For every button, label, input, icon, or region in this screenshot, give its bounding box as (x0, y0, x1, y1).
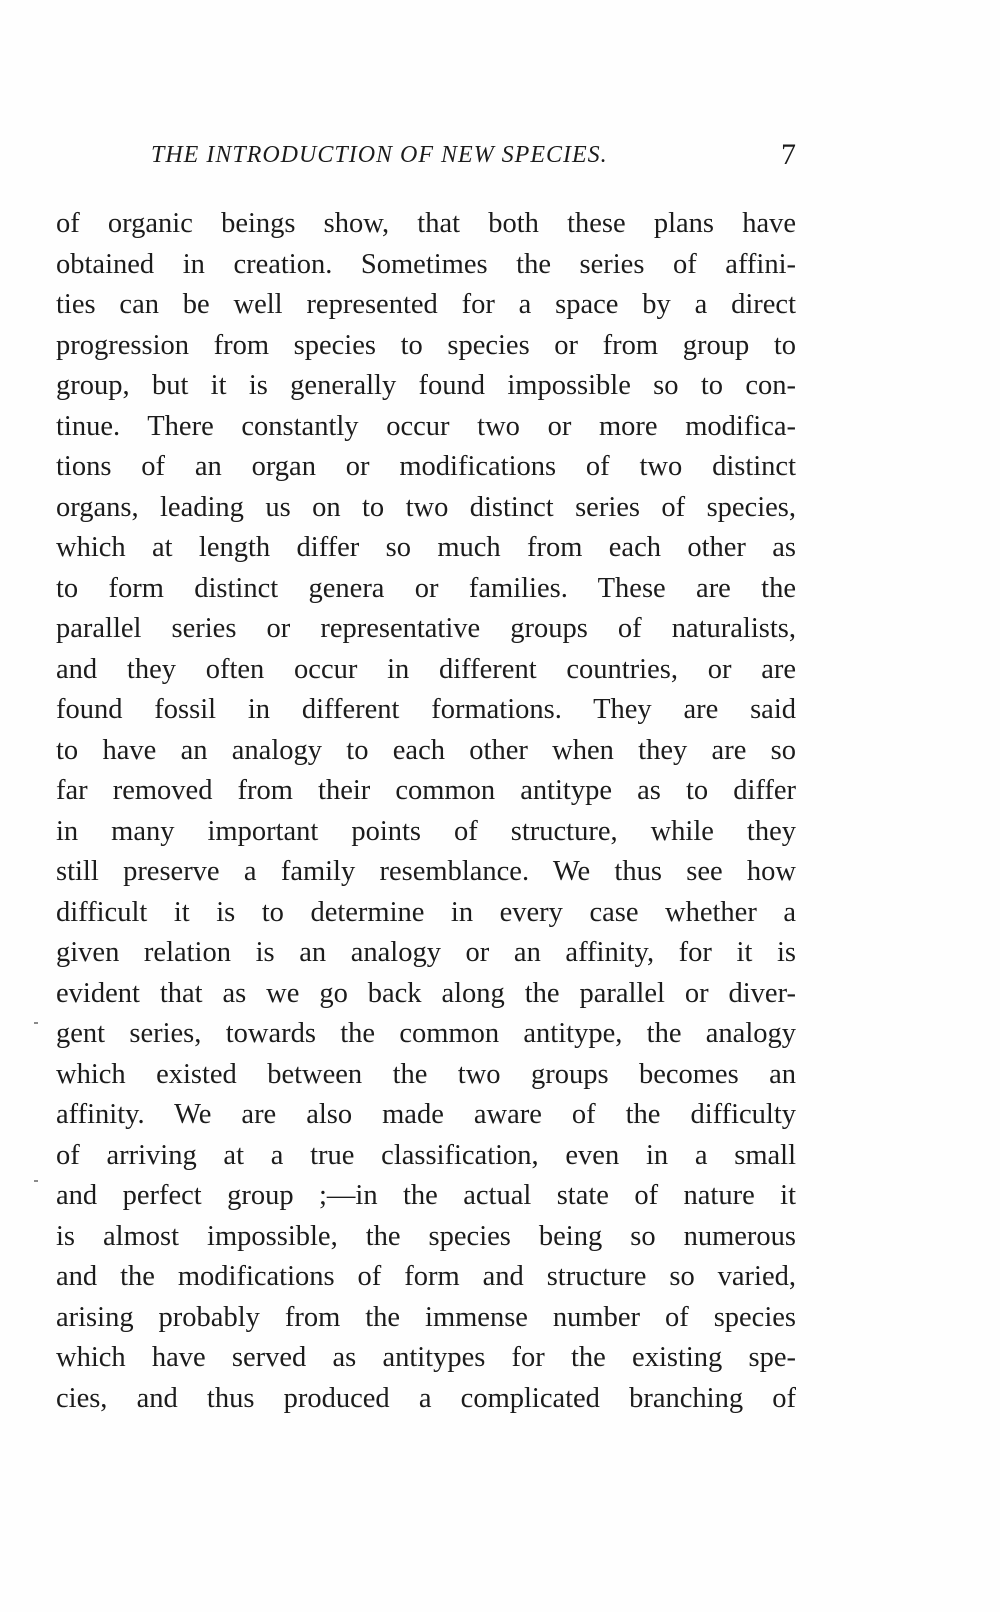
margin-mark (34, 1180, 38, 1182)
running-head (56, 138, 796, 178)
text-line: affinity. We are also made aware of the difficulty (56, 1099, 796, 1130)
text-line: far removed from their common antitype as to differ (56, 775, 796, 806)
text-line: which have served as antitypes for the existing spe- (56, 1342, 796, 1373)
text-line: and they often occur in different countries, or are (56, 653, 796, 685)
text-line: gent series, towards the common antitype, the analogy (56, 1018, 796, 1049)
text-line: of organic beings show, that both these plans have (56, 208, 796, 239)
text-line: obtained in creation. Sometimes the series of affini- (56, 248, 796, 280)
text-line: evident that as we go back along the parallel or diver- (56, 977, 796, 1009)
page-number: 7 (781, 138, 796, 171)
text-line: cies, and thus produced a complicated branching of (56, 1382, 796, 1414)
text-line: which existed between the two groups becomes an (56, 1058, 796, 1090)
text-line: given relation is an analogy or an affinity, for it is (56, 937, 796, 968)
text-line: which at length differ so much from each other as (56, 532, 796, 563)
text-line: found fossil in different formations. They are said (56, 694, 796, 725)
running-title: THE INTRODUCTION OF NEW SPECIES. (151, 142, 608, 168)
text-line: tions of an organ or modifications of two distinct (56, 451, 796, 482)
text-line: is almost impossible, the species being so numerous (56, 1220, 796, 1252)
text-line: tinue. There constantly occur two or more modifica- (56, 410, 796, 442)
text-line: and the modifications of form and structure so varied, (56, 1261, 796, 1292)
body-text (56, 204, 796, 1419)
text-line: to form distinct genera or families. These are the (56, 572, 796, 604)
margin-mark (34, 1022, 38, 1024)
text-line: difficult it is to determine in every case whether a (56, 896, 796, 928)
text-line: progression from species to species or from group to (56, 329, 796, 361)
text-line: of arriving at a true classification, even in a small (56, 1139, 796, 1171)
text-line: organs, leading us on to two distinct series of species, (56, 491, 796, 523)
text-line: and perfect group ;—in the actual state of nature it (56, 1180, 796, 1211)
text-line: parallel series or representative groups of naturalists, (56, 613, 796, 644)
text-line: ties can be well represented for a space by a direct (56, 289, 796, 320)
text-line: still preserve a family resemblance. We thus see how (56, 856, 796, 887)
text-line: group, but it is generally found impossible so to con- (56, 370, 796, 401)
text-line: in many important points of structure, while they (56, 815, 796, 847)
text-line: arising probably from the immense number of species (56, 1301, 796, 1333)
text-line: to have an analogy to each other when they are so (56, 734, 796, 766)
